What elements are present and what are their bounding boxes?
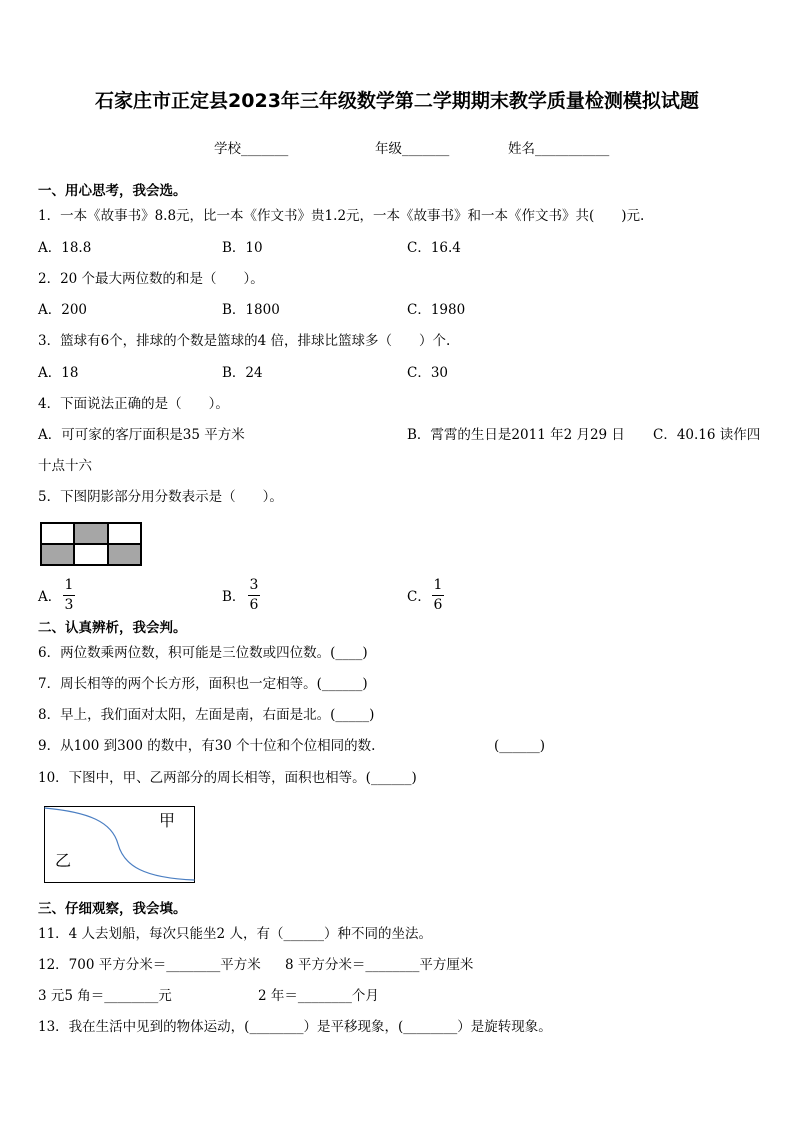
fraction-numerator: 1 — [64, 577, 74, 593]
q2-option-a: A．200 — [38, 302, 88, 318]
grid-cell — [41, 523, 74, 544]
fraction-denominator: 6 — [433, 597, 443, 613]
question-1: 1．一本《故事书》8.8元，比一本《作文书》贵1.2元，一本《故事书》和一本《作文书》共( )元. — [38, 208, 645, 224]
q4-option-c: C．40.16 读作四 — [653, 427, 761, 443]
question-5: 5．下图阴影部分用分数表示是（ ）。 — [38, 489, 283, 505]
section-heading-3: 三、仔细观察，我会填。 — [38, 901, 187, 917]
q10-figure — [44, 806, 196, 884]
region-label-yi: 乙 — [55, 851, 72, 870]
q5-option-b-fraction — [248, 578, 260, 614]
fraction-numerator: 1 — [433, 577, 443, 593]
question-8: 8．早上，我们面对太阳，左面是南，右面是北。(_____) — [38, 707, 375, 723]
q3-option-b: B．24 — [222, 365, 263, 381]
question-13: 13．我在生活中见到的物体运动，(________）是平移现象，(________）是旋转现象。 — [38, 1019, 552, 1035]
fraction-bar — [432, 595, 444, 596]
section-heading-1: 一、用心思考，我会选。 — [38, 183, 187, 199]
school-field: 学校_______ — [214, 141, 289, 157]
question-12-part-3: 3 元5 角＝________元 — [38, 988, 172, 1004]
q4-option-b: B．霄霄的生日是2011 年2 月29 日 — [407, 427, 625, 443]
region-label-jia: 甲 — [159, 811, 176, 830]
fraction-bar — [248, 595, 260, 596]
q4-option-a: A．可可家的客厅面积是35 平方米 — [38, 427, 245, 443]
fraction-denominator: 6 — [249, 597, 259, 613]
q3-option-c: C．30 — [407, 365, 449, 381]
question-12-part-1: 12．700 平方分米＝________平方米 — [38, 957, 261, 973]
q2-option-b: B．1800 — [222, 302, 280, 318]
q5-option-a-label: A． — [38, 589, 62, 605]
q2-option-c: C．1980 — [407, 302, 466, 318]
q1-option-a: A．18.8 — [38, 240, 92, 256]
grid-cell-shaded — [41, 544, 74, 565]
q3-option-a: A．18 — [38, 365, 79, 381]
question-9: 9．从100 到300 的数中，有30 个十位和个位相同的数. — [38, 738, 376, 754]
q1-option-c: C．16.4 — [407, 240, 461, 256]
question-3: 3．篮球有6个，排球的个数是篮球的4 倍，排球比篮球多（ ）个. — [38, 333, 451, 349]
name-field: 姓名___________ — [508, 141, 610, 157]
section-heading-2: 二、认真辨析，我会判。 — [38, 620, 187, 636]
q5-option-c-fraction — [432, 578, 444, 614]
question-4: 4．下面说法正确的是（ ）。 — [38, 396, 229, 412]
page-title: 石家庄市正定县2023年三年级数学第二学期期末教学质量检测模拟试题 — [95, 90, 699, 112]
grid-cell-shaded — [74, 523, 107, 544]
q9-answer-blank: (______) — [494, 738, 546, 754]
grade-field: 年级_______ — [375, 141, 450, 157]
question-10: 10．下图中，甲、乙两部分的周长相等，面积也相等。(______) — [38, 770, 417, 786]
question-12-part-4: 2 年＝________个月 — [258, 988, 379, 1004]
question-11: 11．4 人去划船，每次只能坐2 人，有（______）种不同的坐法。 — [38, 926, 432, 942]
grid-cell — [74, 544, 107, 565]
fraction-denominator: 3 — [64, 597, 74, 613]
question-2: 2．20 个最大两位数的和是（ ）。 — [38, 271, 264, 287]
grid-cell — [108, 523, 141, 544]
fraction-grid-figure — [40, 522, 142, 566]
q5-option-a-fraction — [63, 578, 75, 614]
fraction-numerator: 3 — [249, 577, 259, 593]
question-6: 6．两位数乘两位数，积可能是三位数或四位数。(____) — [38, 645, 368, 661]
question-12-part-2: 8 平方分米＝________平方厘米 — [285, 957, 474, 973]
q5-option-b-label: B． — [222, 589, 246, 605]
grid-cell-shaded — [108, 544, 141, 565]
q4-option-c-continued: 十点十六 — [38, 458, 92, 474]
fraction-bar — [63, 595, 75, 596]
q1-option-b: B．10 — [222, 240, 263, 256]
q5-option-c-label: C． — [407, 589, 431, 605]
question-7: 7．周长相等的两个长方形，面积也一定相等。(______) — [38, 676, 368, 692]
